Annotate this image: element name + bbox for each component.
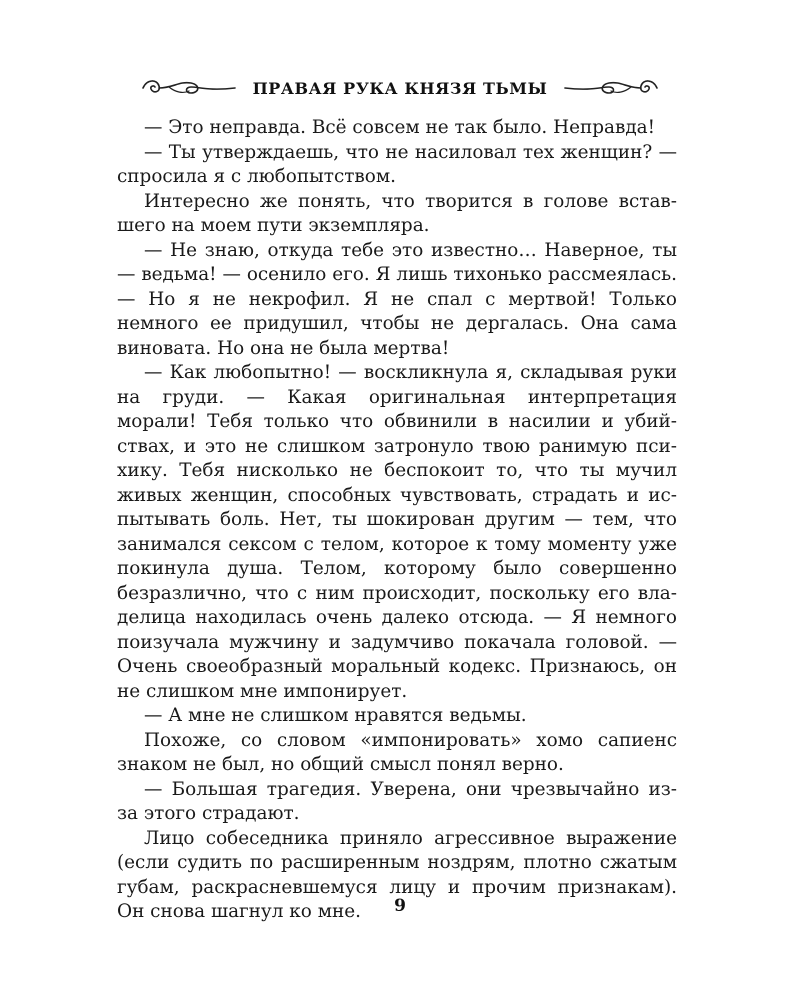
paragraph: — Как любопытно! — воскликнула я, складывая руки на груди. — Какая оригинальная интерпретация морали! Тебя только что обвинили в насилии и убийствах, и это не слишком затронуло твою ранимую психику. Тебя нисколько не беспокоит то, что ты мучил живых женщин, способных чувствовать, страдать и испытывать боль. Нет, ты шокирован другим — тем, что занимался сексом с телом, которое к тому моменту уже покинула душа. Телом, которому было совершенно безразлично, что с ним происходит, поскольку его владелица находилась очень далеко отсюда. — Я немного поизучала мужчину и задумчиво покачала головой. — Очень своеобразный моральный кодекс. Признаюсь, он не слишком мне импонирует. (117, 362, 677, 702)
paragraph: — Большая трагедия. Уверена, они чрезвычайно из-за этого страдают. (117, 778, 677, 824)
running-header (130, 70, 670, 106)
paragraph: — Ты утверждаешь, что не насиловал тех женщин? — спросила я с любопытством. (117, 141, 677, 187)
body-text (117, 116, 677, 925)
page-number: 9 (394, 896, 406, 916)
running-header-title: ПРАВАЯ РУКА КНЯЗЯ ТЬМЫ (252, 78, 548, 98)
paragraph: — Не знаю, откуда тебе это известно… Наверное, ты — ведьма! — осенило его. Я лишь тихонько рассмеялась. — Но я не некрофил. Я не спал с мертвой! Только немного ее придушил, чтобы не дергалась. Она сама виновата. Но она не была мертва! (117, 239, 677, 359)
paragraph: — А мне не слишком нравятся ведьмы. (144, 705, 527, 726)
paragraph: Лицо собеседника приняло агрессивное выражение (если судить по расширенным ноздрям, плотно сжатым губам, раскрасневшемуся лицу и прочим признакам). Он снова шагнул ко мне. (117, 827, 677, 922)
paragraph: — Это неправда. Всё совсем не так было. Неправда! (144, 117, 656, 138)
paragraph: Интересно же понять, что творится в голове вставшего на моем пути экземпляра. (117, 190, 677, 236)
flourish-ornament-icon (139, 75, 239, 101)
flourish-ornament-icon (561, 75, 661, 101)
paragraph: Похоже, со словом «импонировать» хомо сапиенс знаком не был, но общий смысл понял верно. (117, 729, 677, 775)
